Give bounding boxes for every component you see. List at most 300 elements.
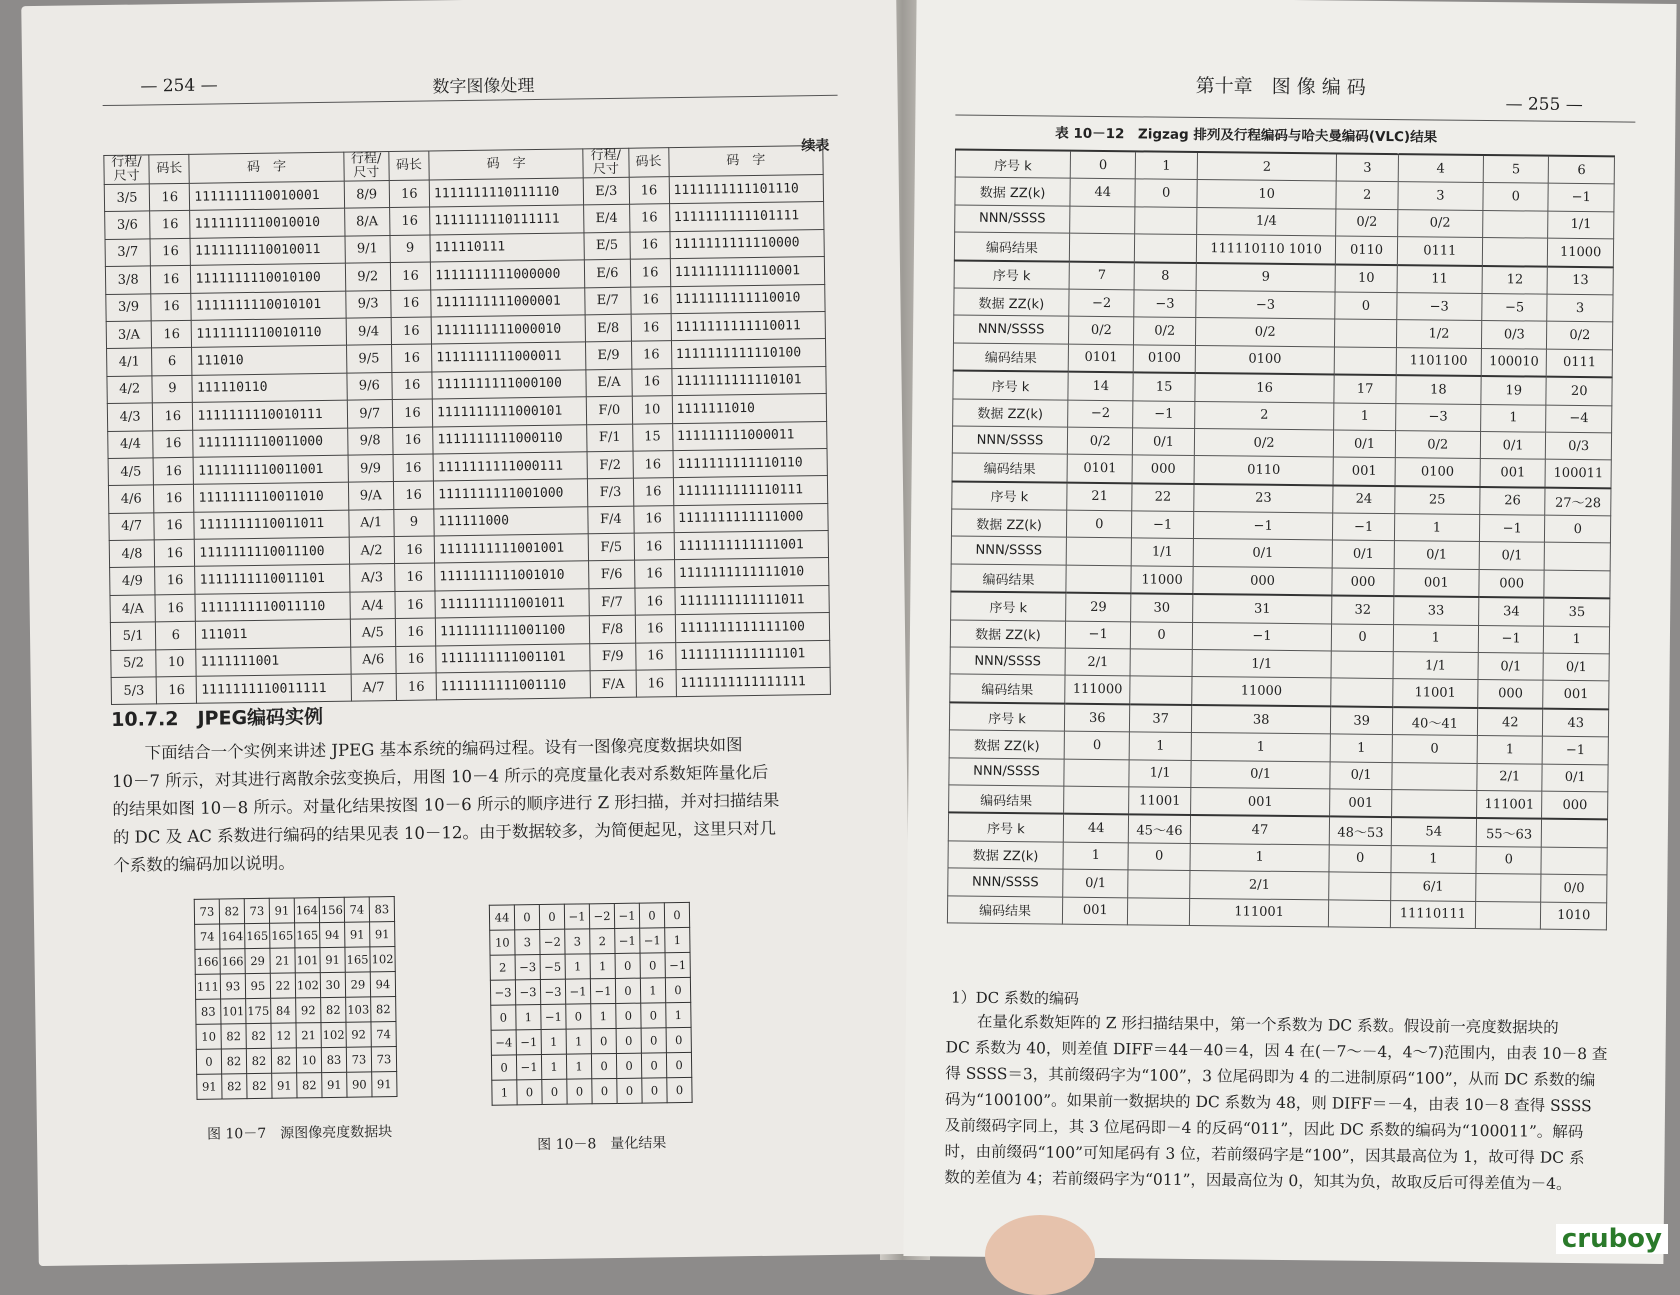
- codeword-cell: 1111111111111000: [674, 503, 829, 533]
- vlc-cell: [1545, 543, 1611, 571]
- vlc-cell: 0101: [1068, 344, 1134, 373]
- run-size-cell: A/2: [349, 537, 395, 565]
- run-size-cell: 4/A: [110, 595, 156, 623]
- vlc-cell: 0/1: [1330, 762, 1392, 790]
- dc-line: 数的差值为 4；若前缀码字为“011”，因最高位为 0，知其为负，故取反后可得差值为－4。: [944, 1168, 1572, 1193]
- code-length-cell: 16: [392, 372, 433, 400]
- grid-cell: 82: [271, 1048, 296, 1073]
- vlc-cell: 27～28: [1545, 487, 1611, 516]
- vlc-cell: 0/1: [1479, 542, 1545, 570]
- vlc-cell: 0/2: [1134, 317, 1196, 345]
- vlc-cell: 6: [1549, 156, 1615, 185]
- run-size-cell: 3/7: [105, 239, 151, 267]
- vlc-cell: −1: [1333, 513, 1395, 541]
- vlc-cell: −1: [1478, 625, 1544, 653]
- left-page-number: — 254 —: [140, 75, 218, 97]
- vlc-cell: 1: [1190, 843, 1330, 872]
- run-size-cell: F/1: [587, 424, 633, 452]
- grid-row: [195, 972, 395, 1000]
- run-size-cell: 9/2: [345, 263, 391, 291]
- run-size-cell: F/8: [590, 615, 636, 643]
- header-codeword: 码 字: [429, 149, 584, 180]
- code-length-cell: 16: [635, 642, 676, 670]
- code-length-cell: 9: [394, 509, 435, 537]
- right-page: [903, 0, 1676, 1264]
- code-length-cell: 10: [156, 649, 197, 677]
- row-label: 编码结果: [947, 895, 1062, 924]
- grid-row: [194, 897, 394, 925]
- row-label: 序号 k: [948, 813, 1063, 842]
- grid-cell: 90: [347, 1072, 372, 1097]
- grid-cell: 82: [246, 1023, 271, 1048]
- row-label: 序号 k: [952, 481, 1067, 510]
- vlc-cell: [1329, 872, 1391, 900]
- grid-cell: 92: [296, 998, 321, 1023]
- grid-cell: 3: [515, 930, 540, 955]
- vlc-cell: 36: [1064, 703, 1130, 732]
- codeword-cell: 1111111111110001: [670, 257, 825, 287]
- vlc-cell: 0100: [1195, 345, 1335, 374]
- grid-cell: 30: [320, 972, 345, 997]
- header-size: 尺寸: [353, 165, 380, 181]
- row-label: 数据 ZZ(k): [950, 620, 1065, 649]
- codeword-cell: 1111111111000111: [433, 452, 588, 482]
- vlc-cell: 44: [1063, 814, 1129, 843]
- run-size-cell: 4/7: [109, 513, 155, 541]
- grid-cell: 10: [490, 930, 515, 955]
- code-length-cell: 16: [629, 177, 670, 205]
- vlc-cell: 18: [1396, 375, 1482, 404]
- run-size-cell: F/6: [589, 561, 635, 589]
- vlc-cell: [1135, 207, 1197, 235]
- code-length-cell: 16: [153, 402, 194, 430]
- vlc-cell: 1: [1477, 736, 1543, 764]
- header-run: 行程/: [350, 151, 382, 167]
- vlc-cell: 111110110 1010: [1196, 235, 1336, 264]
- vlc-cell: 0: [1483, 183, 1549, 211]
- vlc-cell: 0/1: [1063, 869, 1129, 897]
- vlc-cell: 7: [1069, 261, 1135, 290]
- code-length-cell: 9: [390, 235, 431, 263]
- vlc-cell: 37: [1130, 704, 1192, 733]
- vlc-cell: 0111: [1397, 237, 1483, 266]
- row-label: 数据 ZZ(k): [951, 509, 1066, 538]
- codeword-cell: 1111111110011010: [194, 482, 349, 512]
- grid-cell: 0: [641, 1053, 666, 1078]
- vlc-cell: 40～41: [1392, 707, 1478, 736]
- run-size-cell: 9/3: [345, 290, 391, 318]
- grid-cell: 91: [197, 1074, 222, 1099]
- vlc-cell: 1: [1544, 626, 1610, 654]
- grid-cell: −1: [665, 952, 690, 977]
- grid-cell: 166: [220, 949, 245, 974]
- code-length-cell: 16: [389, 180, 430, 208]
- row-label: 数据 ZZ(k): [949, 730, 1064, 759]
- codeword-cell: 1111111110111111: [430, 205, 585, 235]
- codeword-cell: 1111111110011100: [195, 537, 350, 567]
- vlc-cell: 0: [1066, 510, 1132, 538]
- run-size-cell: 9/A: [348, 482, 394, 510]
- subsection-title: 1）DC 系数的编码: [951, 988, 1080, 1008]
- grid-row: [196, 1047, 396, 1075]
- grid-cell: −1: [615, 928, 640, 953]
- dc-line: 得 SSSS＝3，其前缀码字为“100”，3 位尾码即为 4 的二进制原码“100”，从而 DC 系数的编: [945, 1064, 1596, 1090]
- codeword-cell: 111111111000011: [672, 421, 827, 451]
- vlc-cell: 16: [1195, 373, 1335, 402]
- vlc-cell: [1483, 210, 1549, 238]
- zigzag-vlc-table: [947, 148, 1615, 930]
- grid-cell: 0: [567, 1079, 592, 1104]
- run-size-cell: A/6: [350, 646, 396, 674]
- chapter-title: 第十章 图 像 编 码: [1195, 74, 1366, 99]
- vlc-cell: 13: [1547, 266, 1613, 295]
- codeword-cell: 1111111111110111: [673, 476, 828, 506]
- vlc-cell: 0/2: [1547, 322, 1613, 350]
- grid-row: [490, 927, 690, 955]
- vlc-cell: 26: [1480, 487, 1546, 516]
- grid-cell: 0: [517, 1080, 542, 1105]
- grid-cell: −3: [490, 980, 515, 1005]
- run-size-cell: 4/4: [108, 430, 154, 458]
- vlc-cell: 0101: [1067, 454, 1133, 483]
- header-run-size: [343, 152, 389, 182]
- intro-line: 的结果如图 10－8 所示。对量化结果按图 10－6 所示的顺序进行 Z 形扫描，并对扫描结果: [112, 790, 780, 819]
- run-size-cell: 4/2: [107, 376, 153, 404]
- grid-cell: 91: [372, 1072, 397, 1097]
- grid-cell: 94: [370, 972, 395, 997]
- run-size-cell: E/6: [585, 259, 631, 287]
- vlc-cell: −2: [1068, 400, 1134, 428]
- grid-cell: 91: [370, 922, 395, 947]
- code-length-cell: 16: [153, 430, 194, 458]
- vlc-cell: 20: [1546, 377, 1612, 406]
- vlc-cell: 001: [1543, 681, 1609, 710]
- vlc-cell: [1128, 870, 1190, 898]
- codeword-cell: 1111111111111111: [676, 667, 831, 697]
- row-label: 序号 k: [955, 149, 1070, 178]
- codeword-cell: 1111111111111100: [675, 613, 830, 643]
- vlc-cell: [1331, 651, 1393, 679]
- grid-cell: 91: [320, 947, 345, 972]
- grid-cell: 0: [640, 953, 665, 978]
- grid-cell: 0: [667, 1077, 692, 1102]
- grid-row: [492, 1077, 692, 1105]
- vlc-cell: 4: [1398, 154, 1484, 183]
- codeword-cell: 1111111111111001: [674, 531, 829, 561]
- run-size-cell: 9/9: [348, 454, 394, 482]
- header-run: 行程/: [111, 154, 142, 170]
- code-length-cell: 16: [634, 587, 675, 615]
- grid-cell: 1: [492, 1080, 517, 1105]
- grid-cell: 94: [320, 922, 345, 947]
- vlc-cell: [1329, 899, 1391, 927]
- code-length-cell: 16: [154, 539, 195, 567]
- code-length-cell: 16: [150, 211, 191, 239]
- codeword-cell: 1111111110010111: [193, 400, 348, 430]
- vlc-cell: [1135, 234, 1197, 263]
- code-length-cell: 16: [151, 320, 192, 348]
- grid-cell: 82: [321, 997, 346, 1022]
- code-length-cell: 16: [151, 265, 192, 293]
- row-label: NNN/SSSS: [952, 426, 1067, 455]
- code-length-cell: 16: [155, 567, 196, 595]
- vlc-cell: [1542, 819, 1608, 848]
- row-label: 序号 k: [949, 702, 1064, 731]
- run-size-cell: E/5: [584, 232, 630, 260]
- vlc-cell: 11110111: [1390, 900, 1476, 928]
- vlc-cell: 0100: [1395, 458, 1481, 487]
- grid-cell: −1: [590, 978, 615, 1003]
- code-length-cell: 16: [390, 262, 431, 290]
- grid-row: [195, 922, 395, 950]
- vlc-cell: 000: [1479, 569, 1545, 598]
- grid-row: [490, 952, 690, 980]
- vlc-cell: 24: [1333, 485, 1395, 514]
- run-size-cell: 3/A: [106, 321, 152, 349]
- vlc-cell: [1391, 790, 1477, 819]
- vlc-cell: −1: [1065, 621, 1131, 649]
- grid-cell: 83: [196, 999, 221, 1024]
- dc-line: 及前缀码字同上，其 3 位尾码即－4 的反码“011”，因此 DC 系数的编码为“100011”。解码: [944, 1116, 1584, 1142]
- vlc-cell: [1066, 565, 1132, 594]
- grid-cell: 0: [491, 1055, 516, 1080]
- thumb-photo: [985, 1215, 1095, 1295]
- vlc-cell: 0/2: [1336, 209, 1398, 237]
- grid-cell: −1: [564, 904, 589, 929]
- row-label: 编码结果: [952, 453, 1067, 482]
- vlc-cell: 11000: [1131, 566, 1193, 595]
- run-size-cell: 4/1: [107, 348, 153, 376]
- codeword-cell: 1111111111110100: [671, 339, 826, 369]
- code-length-cell: 16: [391, 290, 432, 318]
- code-length-cell: 16: [396, 646, 437, 674]
- header-size: 尺寸: [592, 161, 620, 178]
- grid-cell: 164: [294, 898, 319, 923]
- codeword-cell: 1111111111000100: [432, 370, 587, 400]
- run-size-cell: 9/5: [346, 345, 392, 373]
- run-size-cell: 9/8: [347, 427, 393, 455]
- dc-line: 在量化系数矩阵的 Z 形扫描结果中，第一个系数为 DC 系数。假设前一亮度数据块的: [976, 1012, 1559, 1037]
- codeword-cell: 1111111111110010: [670, 284, 825, 314]
- vlc-cell: [1069, 233, 1135, 262]
- grid-cell: 0: [642, 1078, 667, 1103]
- run-size-cell: 5/3: [111, 677, 157, 705]
- vlc-cell: 2/1: [1189, 871, 1329, 900]
- intro-line: 10－7 所示，对其进行离散余弦变换后，用图 10－4 所示的亮度量化表对系数矩阵量化后: [111, 762, 769, 791]
- codeword-cell: 1111111110111110: [429, 178, 584, 208]
- code-length-cell: 16: [395, 591, 436, 619]
- grid-cell: 175: [246, 998, 271, 1023]
- grid-cell: 0: [615, 953, 640, 978]
- codeword-cell: 1111111111000110: [433, 424, 588, 454]
- vlc-cell: −5: [1482, 293, 1548, 321]
- vlc-cell: 1: [1063, 842, 1129, 870]
- vlc-cell: 2/1: [1477, 763, 1543, 791]
- vlc-cell: 3: [1337, 153, 1399, 182]
- vlc-cell: 6/1: [1390, 873, 1476, 901]
- code-length-cell: 10: [632, 396, 673, 424]
- codeword-cell: 1111111111000010: [431, 315, 586, 345]
- run-size-cell: 4/5: [108, 458, 154, 486]
- vlc-cell: 111001: [1477, 790, 1543, 819]
- row-label: 数据 ZZ(k): [955, 177, 1070, 206]
- run-size-cell: F/9: [590, 643, 636, 671]
- grid-cell: 0: [666, 1052, 691, 1077]
- codeword-cell: 1111111110010110: [192, 318, 347, 348]
- grid-cell: 0: [542, 1079, 567, 1104]
- header-run-size: [104, 155, 150, 185]
- grid-cell: 82: [219, 899, 244, 924]
- vlc-cell: 0: [1135, 179, 1197, 207]
- code-length-cell: 16: [629, 204, 670, 232]
- vlc-cell: 000: [1193, 566, 1333, 595]
- code-length-cell: 16: [154, 485, 195, 513]
- vlc-cell: 1: [1136, 151, 1198, 180]
- code-length-cell: 16: [150, 238, 191, 266]
- run-size-cell: 8/9: [344, 181, 390, 209]
- vlc-cell: 0: [1064, 731, 1130, 759]
- vlc-cell: 38: [1191, 705, 1331, 734]
- vlc-cell: 0/1: [1480, 431, 1546, 459]
- vlc-cell: 9: [1196, 263, 1336, 292]
- codeword-cell: 1111111111110101: [672, 366, 827, 396]
- grid-cell: 82: [246, 1048, 271, 1073]
- grid-cell: 12: [271, 1023, 296, 1048]
- vlc-cell: [1544, 570, 1610, 599]
- grid-cell: −2: [589, 903, 614, 928]
- run-size-cell: 4/9: [110, 567, 156, 595]
- grid-cell: −3: [515, 955, 540, 980]
- run-size-cell: 3/9: [106, 293, 152, 321]
- vlc-cell: 0/1: [1133, 428, 1195, 456]
- vlc-cell: −3: [1134, 290, 1196, 318]
- grid-cell: 1: [590, 953, 615, 978]
- row-label: NNN/SSSS: [950, 647, 1065, 676]
- grid-cell: 10: [296, 1048, 321, 1073]
- vlc-cell: 0: [1335, 292, 1397, 320]
- grid-cell: 102: [370, 947, 395, 972]
- row-label: 编码结果: [954, 232, 1069, 261]
- grid-cell: 29: [245, 948, 270, 973]
- vlc-cell: [1475, 901, 1541, 929]
- codeword-cell: 1111111001: [196, 647, 351, 677]
- codeword-cell: 1111111110011111: [197, 674, 352, 704]
- grid-row: [196, 997, 396, 1025]
- vlc-cell: [1064, 786, 1130, 815]
- code-length-cell: 16: [630, 286, 671, 314]
- vlc-cell: 1: [1331, 734, 1393, 762]
- vlc-cell: −2: [1069, 289, 1135, 317]
- grid-cell: 0: [514, 905, 539, 930]
- vlc-cell: [1392, 762, 1478, 790]
- grid-cell: 29: [345, 972, 370, 997]
- vlc-cell: 001: [1394, 568, 1480, 597]
- vlc-cell: 0/2: [1195, 318, 1335, 347]
- vlc-cell: 31: [1192, 594, 1332, 623]
- codeword-cell: 1111111111000001: [431, 287, 586, 317]
- vlc-cell: 0100: [1134, 345, 1196, 374]
- grid-cell: 164: [220, 924, 245, 949]
- vlc-cell: 0: [1392, 735, 1478, 763]
- vlc-cell: 2: [1194, 401, 1334, 430]
- codeword-cell: 111011: [196, 619, 351, 649]
- row-label: NNN/SSSS: [953, 315, 1068, 344]
- run-size-cell: 4/3: [107, 403, 153, 431]
- grid-cell: 21: [296, 1023, 321, 1048]
- vlc-cell: 0/1: [1542, 764, 1608, 792]
- grid-cell: −1: [614, 903, 639, 928]
- run-size-cell: F/A: [590, 670, 636, 698]
- grid-cell: 0: [591, 1053, 616, 1078]
- vlc-cell: [1541, 847, 1607, 875]
- run-size-cell: E/7: [585, 287, 631, 315]
- row-label: 数据 ZZ(k): [953, 398, 1068, 427]
- vlc-cell: [1064, 759, 1130, 787]
- code-length-cell: 9: [152, 375, 193, 403]
- grid-cell: 103: [346, 997, 371, 1022]
- code-length-cell: 16: [392, 399, 433, 427]
- grid-cell: 2: [490, 955, 515, 980]
- vlc-cell: 19: [1481, 376, 1547, 405]
- vlc-cell: 55～63: [1476, 818, 1542, 847]
- grid-cell: 84: [271, 998, 296, 1023]
- vlc-cell: 33: [1393, 596, 1479, 625]
- vlc-cell: 45～46: [1129, 815, 1191, 844]
- code-length-cell: 16: [396, 673, 437, 701]
- vlc-cell: −1: [1548, 184, 1614, 212]
- intro-line: 的 DC 及 AC 系数进行编码的结果见表 10－12。由于数据较多，为简便起见，这里只对几: [112, 818, 777, 847]
- grid-cell: −1: [565, 979, 590, 1004]
- row-label: NNN/SSSS: [951, 536, 1066, 565]
- codeword-cell: 1111111111001100: [435, 616, 590, 646]
- vlc-cell: 23: [1193, 484, 1333, 513]
- code-length-cell: 16: [391, 317, 432, 345]
- grid-cell: 92: [346, 1022, 371, 1047]
- grid-cell: 3: [565, 929, 590, 954]
- vlc-cell: 14: [1068, 372, 1134, 401]
- vlc-cell: 0: [1070, 151, 1136, 180]
- intro-paragraph: [112, 730, 834, 880]
- vlc-cell: 30: [1131, 594, 1193, 623]
- grid-cell: 1: [666, 1002, 691, 1027]
- vlc-cell: [1130, 676, 1192, 705]
- grid-cell: −2: [540, 929, 565, 954]
- run-size-cell: E/9: [586, 342, 632, 370]
- codeword-cell: 1111111111111101: [675, 640, 830, 670]
- grid-cell: 0: [491, 1005, 516, 1030]
- grid-cell: 0: [539, 904, 564, 929]
- vlc-cell: 11001: [1392, 679, 1478, 708]
- grid-cell: 0: [639, 903, 664, 928]
- vlc-cell: 1010: [1541, 902, 1607, 930]
- section-title: 10.7.2 JPEG编码实例: [111, 706, 324, 731]
- code-length-cell: 16: [633, 478, 674, 506]
- vlc-cell: 111000: [1065, 676, 1131, 705]
- vlc-table-title: 表 10－12 Zigzag 排列及行程编码与哈夫曼编码(VLC)结果: [1055, 125, 1438, 146]
- row-label: NNN/SSSS: [948, 868, 1063, 897]
- vlc-cell: 000: [1478, 680, 1544, 709]
- watermark: cruboy: [1556, 1224, 1668, 1254]
- grid-cell: −3: [540, 979, 565, 1004]
- vlc-cell: 44: [1070, 179, 1136, 207]
- vlc-cell: 1101100: [1396, 347, 1482, 376]
- right-page-number: — 255 —: [1505, 94, 1583, 116]
- grid-row: [491, 1052, 691, 1080]
- grid-cell: 0: [641, 1003, 666, 1028]
- grid-row: [489, 902, 689, 930]
- vlc-cell: −4: [1546, 405, 1612, 433]
- code-length-cell: 15: [632, 423, 673, 451]
